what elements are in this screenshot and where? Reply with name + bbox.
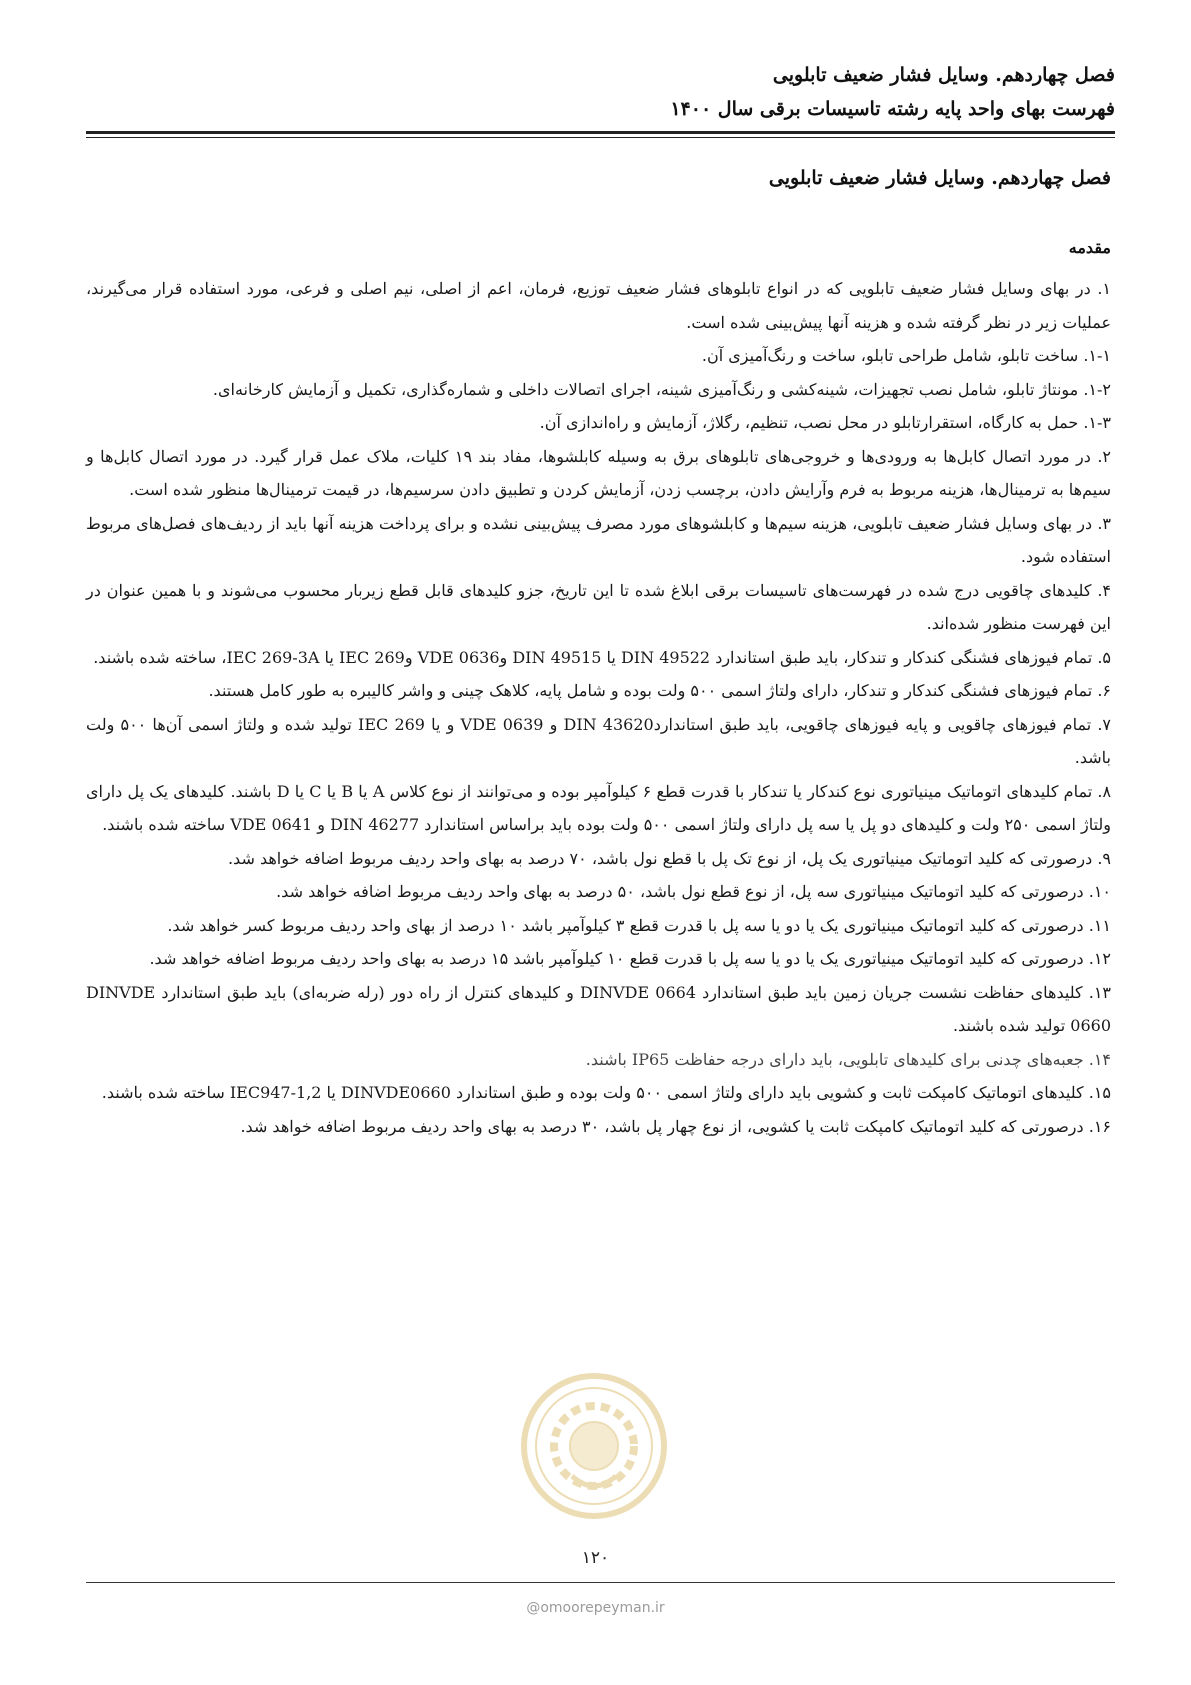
introduction-heading: مقدمه <box>1068 238 1111 257</box>
footer-rule <box>86 1582 1115 1583</box>
page-number: ۱۲۰ <box>581 1548 610 1568</box>
paragraph-5: ۵. تمام فیوزهای فشنگی کندکار و تندکار، باید طبق استاندارد DIN 49522 یا DIN 49515 وVDE 0636 وIEC 269 یا IEC 269-3A، ساخته شده باشند. <box>93 647 1111 667</box>
footer-website: @omoorepeyman.ir <box>526 1600 665 1616</box>
paragraph-3: ۳. در بهای وسایل فشار ضعیف تابلویی، هزینه سیم‌ها و کابلشوهای مورد مصرف پیش‌بینی نشده و برای پرداخت هزینه آنها باید از ردیف‌های فصل‌های مربوط استفاده شود. <box>86 513 1111 566</box>
header-rule-thick <box>86 131 1115 134</box>
header-rule-thin <box>86 137 1115 138</box>
paragraph-10: ۱۰. درصورتی که کلید اتوماتیک مینیاتوری سه پل، از نوع قطع نول باشد، ۵۰ درصد به بهای واحد ردیف مربوط اضافه خواهد شد. <box>276 882 1111 901</box>
seal-watermark-icon <box>520 1372 668 1520</box>
paragraph-12: ۱۲. درصورتی که کلید اتوماتیک مینیاتوری یک یا دو یا سه پل با قدرت قطع ۱۰ کیلوآمپر باشد ۱۵ درصد به بهای واحد ردیف مربوط اضافه خواهد شد. <box>149 949 1111 968</box>
paragraph-9: ۹. درصورتی که کلید اتوماتیک مینیاتوری یک پل، از نوع تک پل با قطع نول باشد، ۷۰ درصد به بهای واحد ردیف مربوط اضافه خواهد شد. <box>227 848 1111 868</box>
paragraph-15: ۱۵. کلیدهای اتوماتیک کامپکت ثابت و کشویی باید دارای ولتاژ اسمی ۵۰۰ ولت بوده و طبق استاندارد DINVDE0660 یا IEC947-1,2 ساخته شده باشند. <box>101 1083 1111 1102</box>
paragraph-1-1: ۱-۱. ساخت تابلو، شامل طراحی تابلو، ساخت و رنگ‌آمیزی آن. <box>701 346 1111 365</box>
body-text <box>86 272 1111 1143</box>
paragraph-11: ۱۱. درصورتی که کلید اتوماتیک مینیاتوری یک یا دو یا سه پل با قدرت قطع ۳ کیلوآمپر باشد ۱۰ درصد از بهای واحد ردیف مربوط کسر خواهد شد. <box>167 915 1111 935</box>
header-catalog-line: فهرست بهای واحد پایه رشته تاسیسات برقی سال ۱۴۰۰ <box>670 98 1115 120</box>
paragraph-7: ۷. تمام فیوزهای چاقویی و پایه فیوزهای چاقویی، باید طبق استانداردDIN 43620 و VDE 0639 و یا IEC 269 تولید شده و ولتاژ اسمی آن‌ها ۵۰۰ ولت باشد. <box>86 714 1111 767</box>
paragraph-1: ۱. در بهای وسایل فشار ضعیف تابلویی که در انواع تابلوهای فشار ضعیف توزیع، فرمان، اعم از اصلی، نیم اصلی و فرعی، مورد استفاده قرار می‌گیرند، عملیات زیر در نظر گرفته شده و هزینه آنها پیش‌بینی شده است. <box>86 279 1111 332</box>
running-header <box>86 58 1115 126</box>
paragraph-14: ۱۴. جعبه‌های چدنی برای کلیدهای تابلویی، باید دارای درجه حفاظت IP65 باشند. <box>585 1049 1111 1069</box>
paragraph-8: ۸. تمام کلیدهای اتوماتیک مینیاتوری نوع کندکار یا تندکار با قدرت قطع ۶ کیلوآمپر بوده و می‌توانند از نوع کلاس A یا B یا C یا D باشند. کلیدهای یک پل دارای ولتاژ اسمی ۲۵۰ ولت و کلیدهای دو پل یا سه پل دارای ولتاژ اسمی ۵۰۰ ولت بوده باید براساس استاندارد DIN 46277 و VDE 0641 ساخته شده باشند. <box>86 781 1112 834</box>
paragraph-1-2: ۱-۲. مونتاژ تابلو، شامل نصب تجهیزات، شینه‌کشی و رنگ‌آمیزی شینه، اجرای اتصالات داخلی و شماره‌گذاری، تکمیل و آزمایش کارخانه‌ای. <box>212 379 1111 399</box>
header-chapter-line: فصل چهاردهم. وسایل فشار ضعیف تابلویی <box>772 64 1115 86</box>
paragraph-6: ۶. تمام فیوزهای فشنگی کندکار و تندکار، دارای ولتاژ اسمی ۵۰۰ ولت بوده و شامل پایه، کلاهک چینی و واشر کالیبره به طور کامل هستند. <box>208 681 1111 700</box>
paragraph-13: ۱۳. کلیدهای حفاظت نشست جریان زمین باید طبق استاندارد DINVDE 0664 و کلیدهای کنترل از راه دور (رله ضربه‌ای) باید طبق استاندارد DINVDE 0660 تولید شده باشند. <box>86 982 1112 1035</box>
paragraph-16: ۱۶. درصورتی که کلید اتوماتیک کامپکت ثابت یا کشویی، از نوع چهار پل باشد، ۳۰ درصد به بهای واحد ردیف مربوط اضافه خواهد شد. <box>240 1116 1111 1136</box>
chapter-title: فصل چهاردهم. وسایل فشار ضعیف تابلویی <box>768 167 1111 189</box>
paragraph-1-3: ۱-۳. حمل به کارگاه، استقرارتابلو در محل نصب، تنظیم، رگلاژ، آزمایش و راه‌اندازی آن. <box>539 413 1111 432</box>
paragraph-2: ۲. در مورد اتصال کابل‌ها به ورودی‌ها و خروجی‌های تابلوهای برق به وسیله کابلشوها، مفاد بند ۱۹ کلیات، ملاک عمل قرار گیرد. در مورد اتصال کابل‌ها و سیم‌ها به ترمینال‌ها، هزینه مربوط به فرم وآرایش دادن، برچسب زدن، آزمایش کردن و تطبیق دادن سرسیم‌ها، در قیمت ترمینال‌ها منظور شده است. <box>86 446 1111 499</box>
paragraph-4: ۴. کلیدهای چاقویی درج شده در فهرست‌های تاسیسات برقی ابلاغ شده تا این تاریخ، جزو کلیدهای قابل قطع زیربار محسوب می‌شوند و با همین عنوان در این فهرست منظور شده‌اند. <box>86 580 1112 633</box>
